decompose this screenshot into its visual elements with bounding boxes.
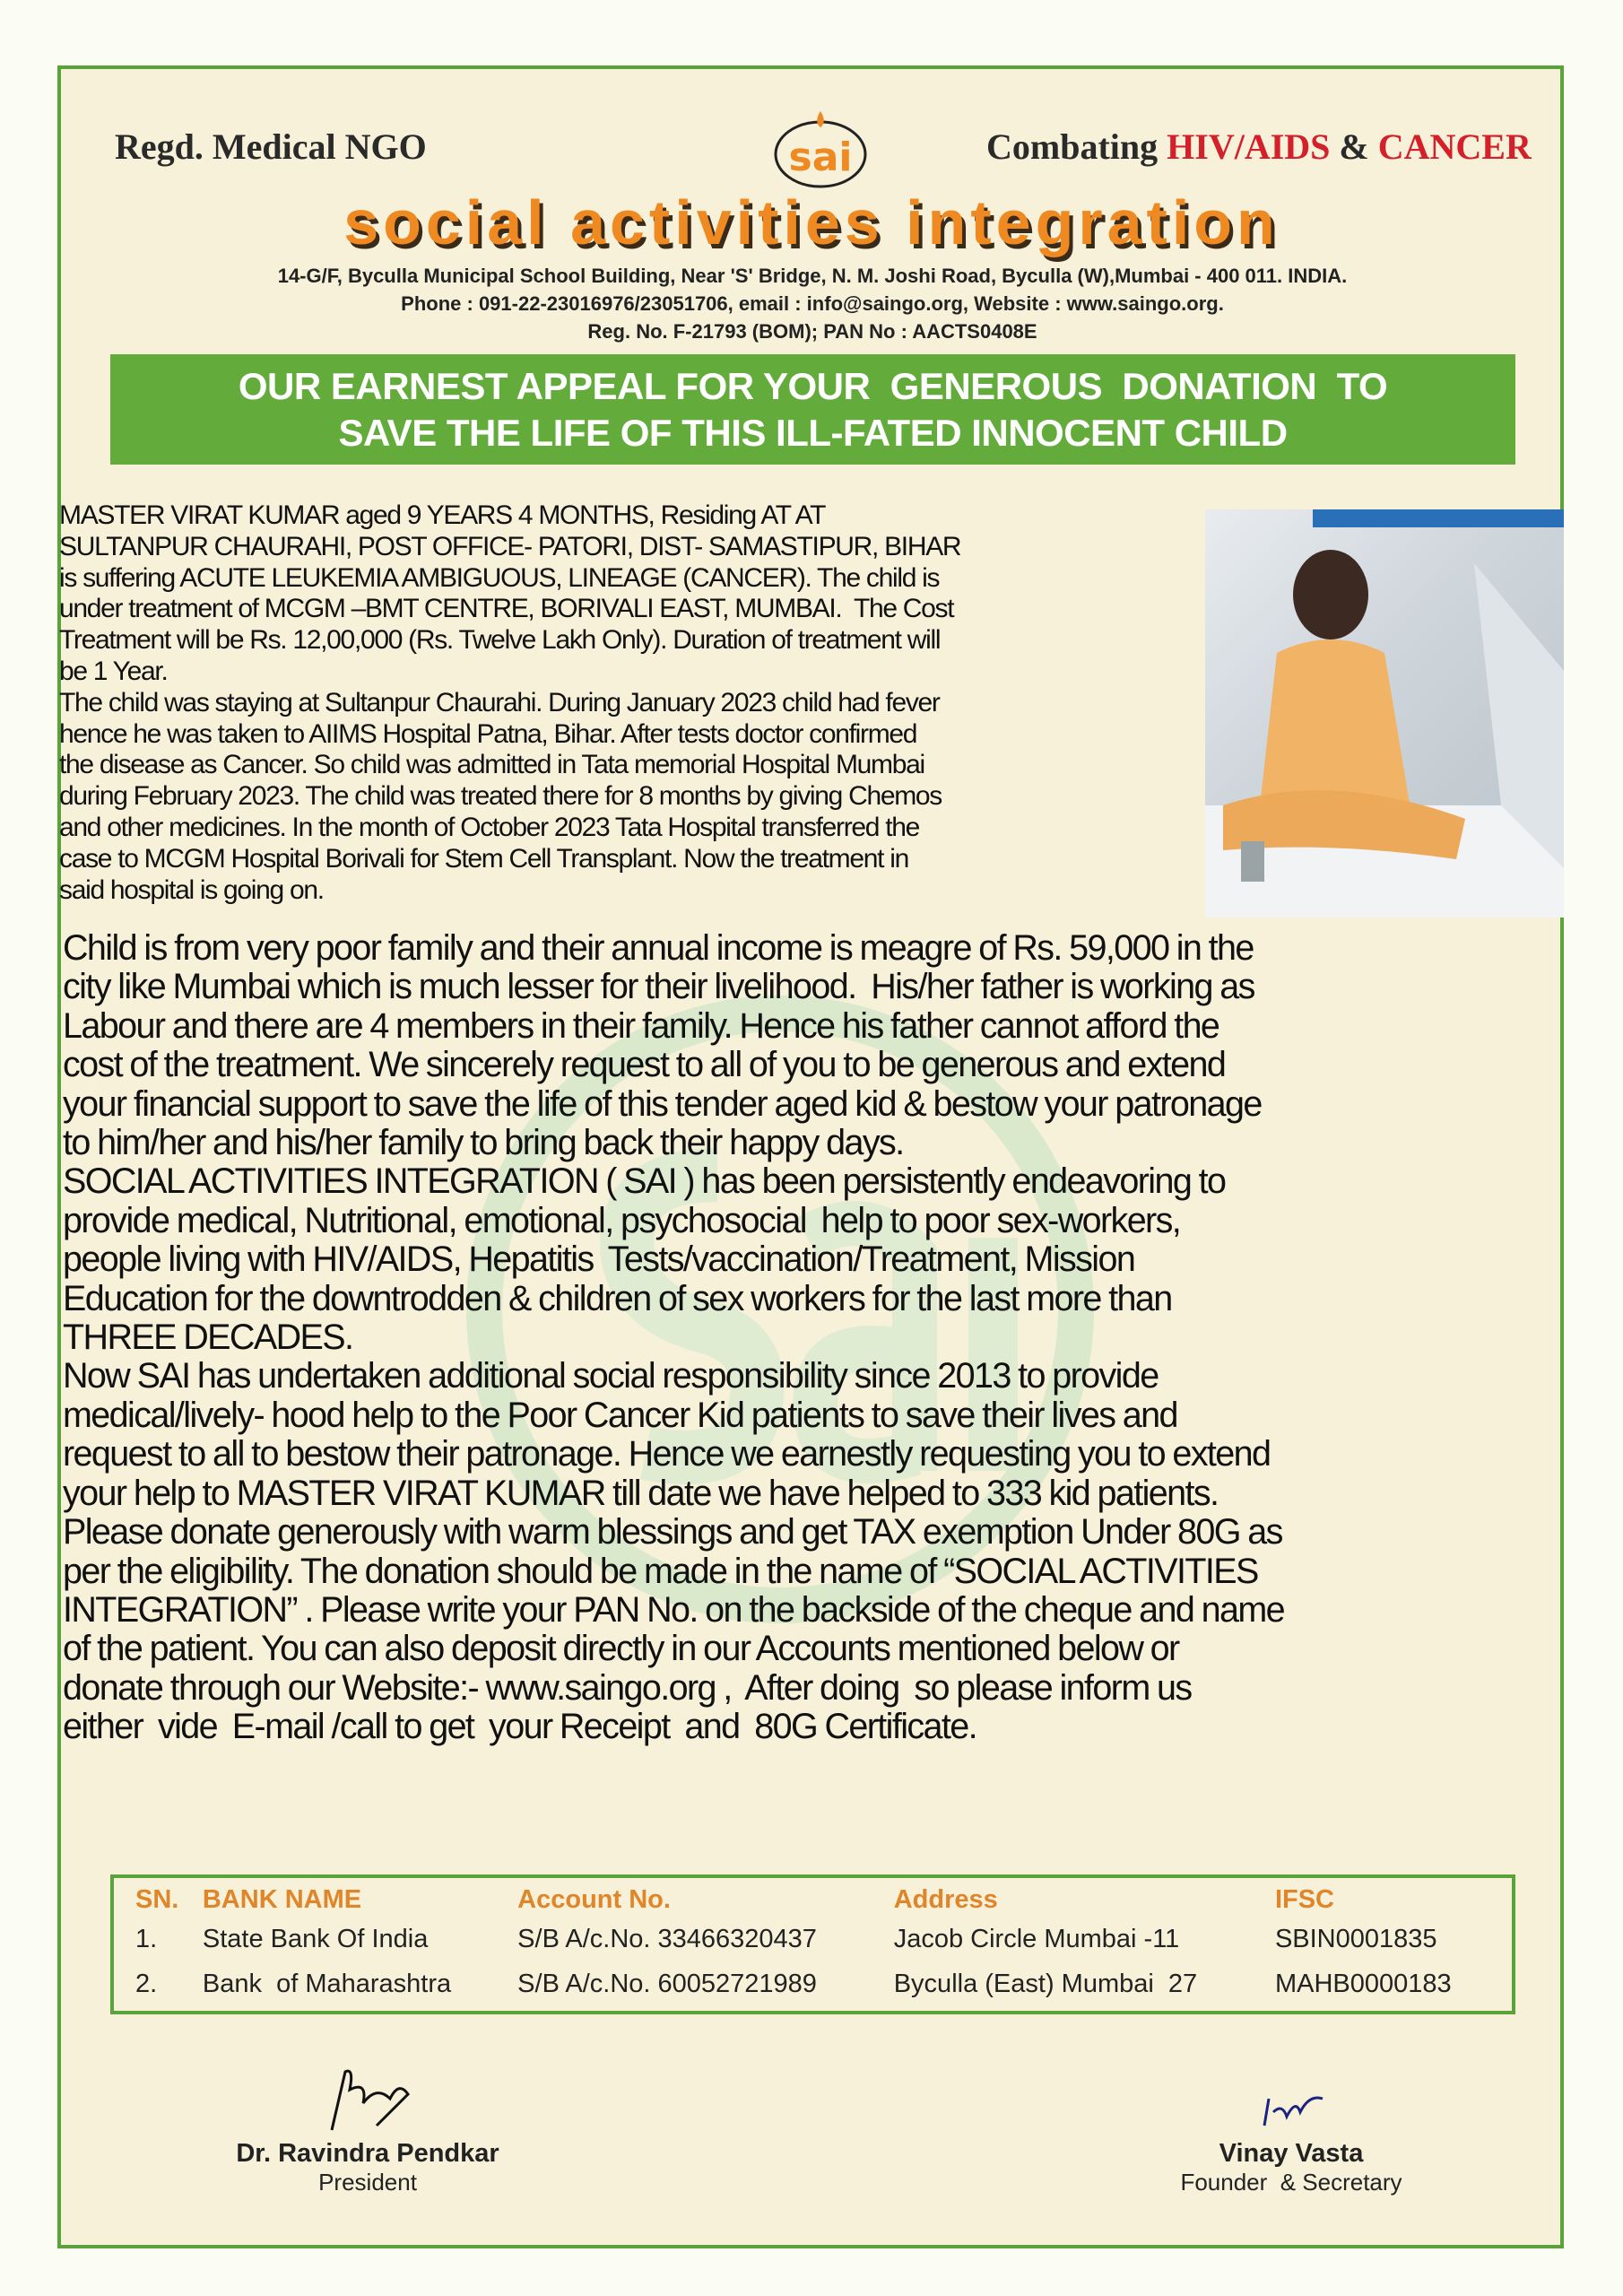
text-line: donate through our Website:- www.saingo.org , After doing so please inform us: [63, 1667, 1192, 1708]
text-line: Treatment will be Rs. 12,00,000 (Rs. Twelve Lakh Only). Duration of treatment will: [59, 625, 941, 656]
col-address: Address: [893, 1885, 998, 1914]
cell-account: S/B A/c.No. 33466320437: [517, 1925, 817, 1954]
signature-secretary: [1121, 2081, 1462, 2135]
text-line: per the eligibility. The donation should be made in the name of “SOCIAL ACTIVITIES: [63, 1551, 1258, 1591]
text-line: to him/her and his/her family to bring back their happy days.: [63, 1123, 904, 1163]
col-bank-name: BANK NAME: [202, 1885, 362, 1914]
cell-ifsc: SBIN0001835: [1274, 1925, 1437, 1954]
text-line: Labour and there are 4 members in their family. Hence his father cannot afford the: [63, 1005, 1219, 1046]
text-line: The child was staying at Sultanpur Chaurahi. During January 2023 child had fever: [59, 687, 940, 718]
text-line: hence he was taken to AIIMS Hospital Patna, Bihar. After tests doctor confirmed: [59, 718, 917, 749]
text-line: Please donate generously with warm blessings and get TAX exemption Under 80G as: [63, 1512, 1282, 1552]
cell-address: Byculla (East) Mumbai 27: [893, 1969, 1198, 1998]
table-row: [130, 1963, 1496, 2006]
intro-paragraph: [59, 500, 1198, 906]
text-line: is suffering ACUTE LEUKEMIA AMBIGUOUS, LINEAGE (CANCER). The child is: [59, 562, 940, 593]
text-line: MASTER VIRAT KUMAR aged 9 YEARS 4 MONTHS, Residing AT AT: [59, 500, 826, 530]
president-role: President: [318, 2169, 417, 2196]
signatory-president: [197, 2063, 538, 2196]
text-line: your financial support to save the life of this tender aged kid & bestow your patronage: [63, 1083, 1262, 1124]
signature-president: [197, 2063, 538, 2135]
cell-sn: 2.: [135, 1969, 158, 1998]
svg-text:sai: sai: [788, 135, 853, 180]
org-registration: Reg. No. F-21793 (BOM); PAN No : AACTS0408E: [587, 320, 1037, 343]
secretary-name: Vinay Vasta: [1219, 2139, 1364, 2168]
sai-logo: [762, 109, 879, 190]
org-name: social activities integration: [343, 187, 1280, 257]
col-sn: SN.: [135, 1885, 179, 1914]
tagline-prefix: Combating: [986, 126, 1167, 167]
combating-tagline: [986, 126, 1532, 168]
org-contact: Phone : 091-22-23016976/23051706, email : info@saingo.org, Website : www.saingo.org.: [401, 292, 1224, 315]
regd-ngo-tag: Regd. Medical NGO: [115, 126, 427, 167]
cell-sn: 1.: [135, 1925, 158, 1954]
text-line: during February 2023. The child was treated there for 8 months by giving Chemos: [59, 781, 942, 812]
tagline-cancer: CANCER: [1377, 126, 1532, 167]
president-name: Dr. Ravindra Pendkar: [236, 2139, 499, 2168]
text-line: Child is from very poor family and their annual income is meagre of Rs. 59,000 in the: [63, 928, 1254, 968]
text-line: request to all to bestow their patronage. Hence we earnestly requesting you to extend: [63, 1434, 1271, 1474]
table-header-row: [130, 1883, 1496, 1917]
text-line: your help to MASTER VIRAT KUMAR till date we have helped to 333 kid patients.: [63, 1473, 1219, 1513]
text-line: be 1 Year.: [59, 656, 168, 686]
bank-details-table: [110, 1874, 1515, 2014]
col-ifsc: IFSC: [1274, 1885, 1334, 1914]
text-line: SULTANPUR CHAURAHI, POST OFFICE- PATORI, DIST- SAMASTIPUR, BIHAR: [59, 531, 961, 561]
text-line: and other medicines. In the month of October 2023 Tata Hospital transferred the: [59, 812, 920, 842]
text-line: INTEGRATION” . Please write your PAN No. on the backside of the cheque and name: [63, 1589, 1285, 1630]
text-line: Education for the downtrodden & children of sex workers for the last more than: [63, 1278, 1172, 1318]
tagline-hiv: HIV/AIDS: [1167, 126, 1331, 167]
banner-line-1: OUR EARNEST APPEAL FOR YOUR GENEROUS DONATION TO: [238, 365, 1388, 407]
secretary-role: Founder & Secretary: [1180, 2169, 1402, 2196]
table-row: [130, 1918, 1496, 1961]
cell-bank: State Bank Of India: [202, 1925, 429, 1954]
col-account-no: Account No.: [517, 1885, 671, 1914]
text-line: people living with HIV/AIDS, Hepatitis Tests/vaccination/Treatment, Mission: [63, 1239, 1135, 1280]
cell-address: Jacob Circle Mumbai -11: [893, 1925, 1180, 1954]
text-line: cost of the treatment. We sincerely request to all of you to be generous and extend: [63, 1045, 1226, 1085]
child-photo: [1205, 509, 1564, 918]
text-line: case to MCGM Hospital Borivali for Stem Cell Transplant. Now the treatment in: [59, 843, 908, 874]
text-line: the disease as Cancer. So child was admitted in Tata memorial Hospital Mumbai: [59, 750, 924, 780]
appeal-body: [63, 929, 1556, 1747]
cell-bank: Bank of Maharashtra: [202, 1969, 452, 1998]
cell-account: S/B A/c.No. 60052721989: [517, 1969, 817, 1998]
text-line: city like Mumbai which is much lesser for their livelihood. His/her father is working as: [63, 967, 1254, 1007]
text-line: SOCIAL ACTIVITIES INTEGRATION ( SAI ) has been persistently endeavoring to: [63, 1161, 1226, 1202]
cell-ifsc: MAHB0000183: [1274, 1969, 1452, 1998]
banner-line-2: SAVE THE LIFE OF THIS ILL-FATED INNOCENT CHILD: [338, 412, 1288, 454]
appeal-banner: [110, 354, 1515, 465]
text-line: provide medical, Nutritional, emotional, psychosocial help to poor sex-workers,: [63, 1200, 1181, 1240]
org-address: 14-G/F, Byculla Municipal School Building, Near 'S' Bridge, N. M. Joshi Road, Byculla (W),Mumbai - 400 011. INDIA.: [277, 265, 1348, 287]
signatory-secretary: [1121, 2081, 1462, 2196]
text-line: THREE DECADES.: [63, 1318, 353, 1358]
text-line: under treatment of MCGM –BMT CENTRE, BORIVALI EAST, MUMBAI. The Cost: [59, 594, 954, 624]
text-line: Now SAI has undertaken additional social responsibility since 2013 to provide: [63, 1356, 1159, 1396]
text-line: either vide E-mail /call to get your Receipt and 80G Certificate.: [63, 1707, 977, 1747]
text-line: said hospital is going on.: [59, 874, 324, 905]
text-line: of the patient. You can also deposit directly in our Accounts mentioned below or: [63, 1629, 1179, 1669]
tagline-amp: &: [1330, 126, 1378, 167]
text-line: medical/lively- hood help to the Poor Cancer Kid patients to save their lives and: [63, 1395, 1177, 1435]
